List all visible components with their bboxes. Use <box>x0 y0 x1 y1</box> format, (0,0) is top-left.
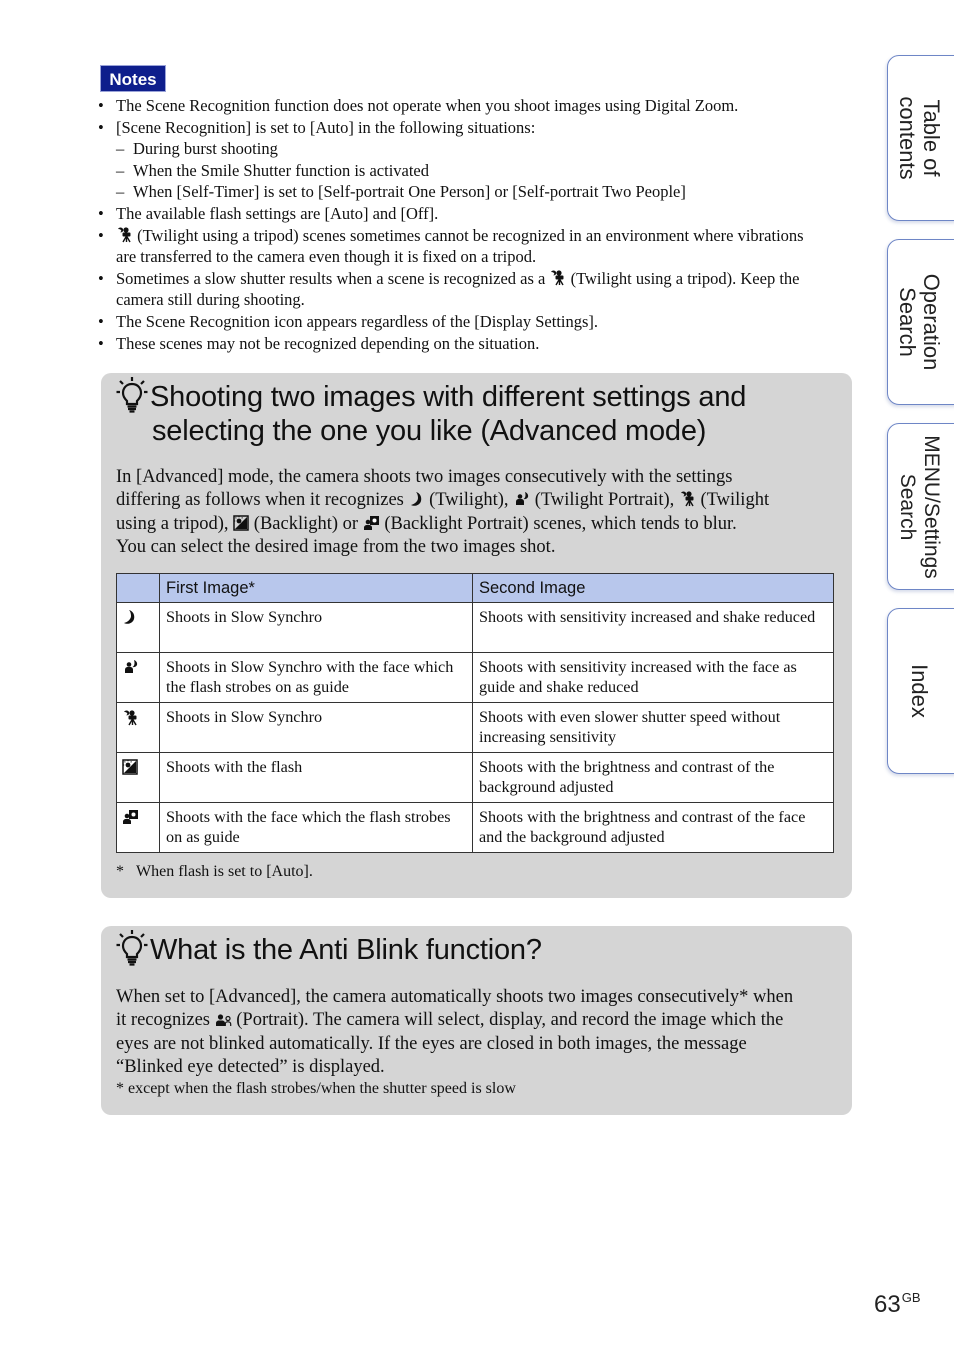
note-item: • The Scene Recognition function does not operate when you shoot images using Digital Zoom. <box>98 96 739 115</box>
advanced-mode-description: In [Advanced] mode, the camera shoots two images consecutively with the settings differing as follows when it recognizes (Twilight), (Twilight Portrait), (Twilight using a tripod), (Backlight) or (Backlight Portrait) scenes, which tends to blur. You can select the desired image from the two images shot. <box>116 467 770 558</box>
table-cell: Shoots with sensitivity increased with the face as guide and shake reduced <box>473 653 834 703</box>
twilight-icon <box>409 491 425 507</box>
anti-blink-footnote: * except when the flash strobes/when the shutter speed is slow <box>116 1080 516 1097</box>
table-row <box>117 653 834 703</box>
table-cell: Shoots with sensitivity increased and shake reduced <box>473 603 834 653</box>
twilight-tripod-icon <box>122 709 139 726</box>
twilight-portrait-icon <box>513 491 530 507</box>
note-subitem: – When the Smile Shutter function is activated <box>116 160 430 180</box>
tab-index[interactable] <box>887 608 954 774</box>
table-cell: Shoots with the brightness and contrast of the face and the background adjusted <box>473 803 834 853</box>
note-subitem: – When [Self-Timer] is set to [Self-portrait One Person] or [Self-portrait Two People] <box>116 182 686 202</box>
tab-label: Table of contents <box>895 96 944 180</box>
table-cell: Shoots with even slower shutter speed without increasing sensitivity <box>473 703 834 753</box>
tab-label: Index <box>907 664 932 718</box>
table-header-icon-col <box>117 574 160 603</box>
portrait-icon <box>215 1012 232 1027</box>
backlight-icon <box>233 515 249 531</box>
lightbulb-hint-icon <box>115 376 149 416</box>
lightbulb-hint-icon <box>115 929 149 969</box>
backlight-portrait-icon <box>122 809 139 825</box>
table-header-row <box>117 574 834 603</box>
note-item: • (Twilight using a tripod) scenes sometimes cannot be recognized in an environment where vibrations are transferred to the camera even though it is fixed on a tripod. <box>98 225 804 267</box>
page-number: $63^{GB}$ <box>874 1290 921 1318</box>
backlight-icon <box>122 759 138 775</box>
note-item: • The available flash settings are [Auto] and [Off]. <box>98 203 439 223</box>
table-cell: Shoots with the brightness and contrast of the background adjusted <box>473 753 834 803</box>
table-cell: Shoots in Slow Synchro <box>160 703 473 753</box>
advanced-mode-title: Shooting two images with different settings and selecting the one you like (Advanced mode) <box>150 381 747 447</box>
tab-label: Operation Search <box>895 273 944 371</box>
twilight-icon <box>122 609 138 625</box>
backlight-portrait-icon <box>363 515 380 531</box>
notes-badge: Notes <box>100 65 166 92</box>
table-cell: Shoots in Slow Synchro with the face which the flash strobes on as guide <box>160 653 473 703</box>
note-item: • These scenes may not be recognized depending on the situation. <box>98 333 540 353</box>
twilight-tripod-icon <box>679 490 696 507</box>
table-cell: Shoots with the face which the flash strobes on as guide <box>160 803 473 853</box>
notes-list <box>98 95 858 354</box>
advanced-mode-table <box>116 573 834 853</box>
table-header-second-image: Second Image <box>473 574 834 603</box>
table-cell: Shoots in Slow Synchro <box>160 603 473 653</box>
table-row <box>117 753 834 803</box>
table-footnote: * When flash is set to [Auto]. <box>116 863 313 880</box>
table-row <box>117 803 834 853</box>
tab-operation-search[interactable] <box>887 239 954 405</box>
twilight-tripod-icon <box>116 226 133 243</box>
tab-label: MENU/Settings Search <box>896 434 943 579</box>
note-item: • The Scene Recognition icon appears regardless of the [Display Settings]. <box>98 311 599 331</box>
table-row <box>117 603 834 653</box>
tab-menu-settings-search[interactable] <box>887 423 954 590</box>
anti-blink-description: When set to [Advanced], the camera automatically shoots two images consecutively* when it recognizes (Portrait). The camera will select, display, and record the image which the eyes are not blinked automatically. If the eyes are closed in both images, the message “Blinked eye detected” is displayed. <box>116 987 794 1078</box>
table-header-first-image: First Image* <box>160 574 473 603</box>
anti-blink-title: What is the Anti Blink function? <box>150 934 542 966</box>
twilight-portrait-icon <box>122 659 139 675</box>
note-subitem: – During burst shooting <box>116 139 278 159</box>
note-item: • Sometimes a slow shutter results when a scene is recognized as a (Twilight using a tripod). Keep the camera still during shooting. <box>98 268 800 310</box>
tab-table-of-contents[interactable] <box>887 55 954 221</box>
twilight-tripod-icon <box>549 269 566 286</box>
table-row <box>117 703 834 753</box>
table-cell: Shoots with the flash <box>160 753 473 803</box>
note-item: • [Scene Recognition] is set to [Auto] in the following situations: <box>98 117 536 137</box>
